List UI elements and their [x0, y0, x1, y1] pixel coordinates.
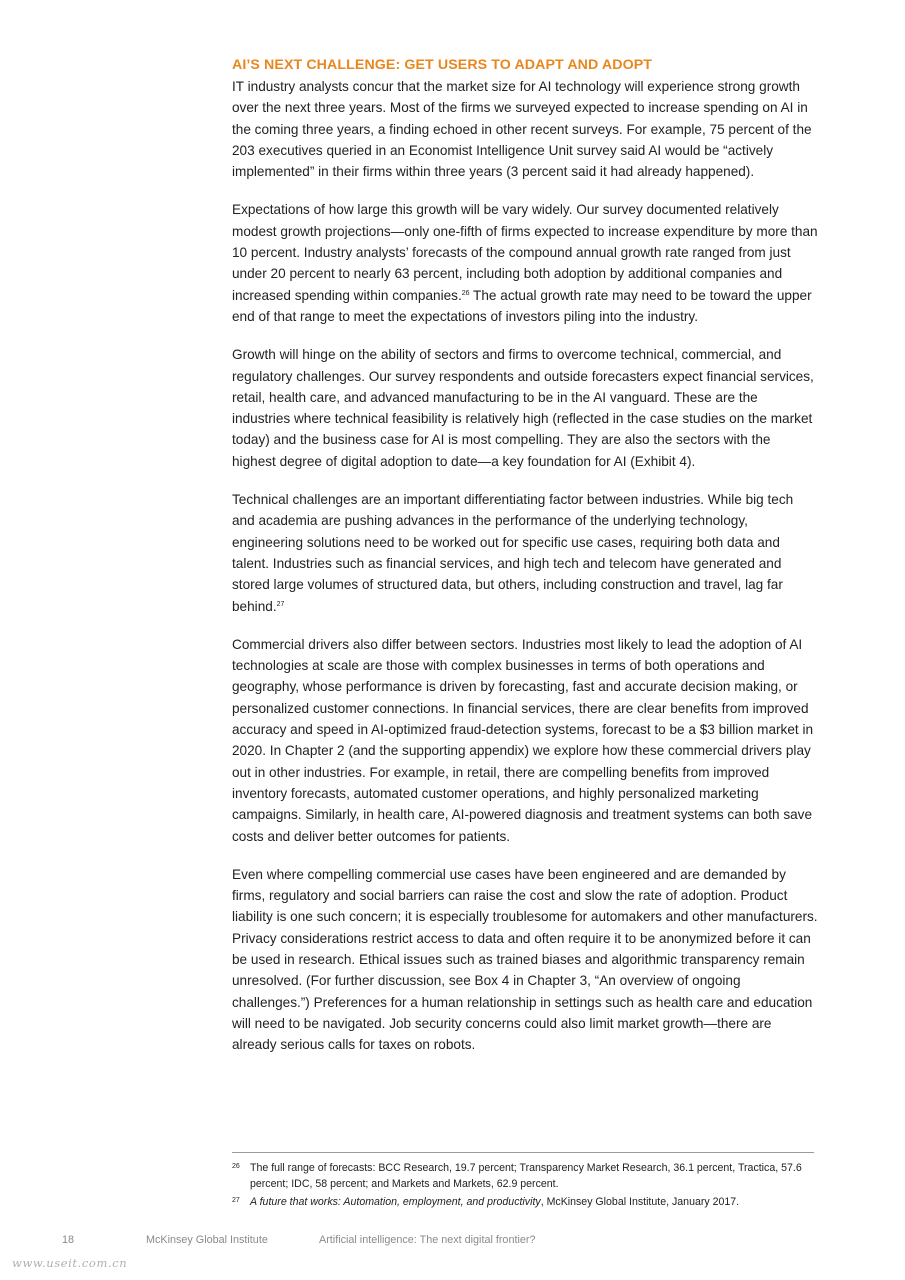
paragraph-text: Growth will hinge on the ability of sectors and firms to overcome technical, commercial, and regulatory challenges. Our survey respondents and outside forecasters expect financial services, retail, health care, and advanced manufacturing to be in the AI vanguard. These are the industries where technical feasibility is relatively high (reflected in the case studies on the market today) and the business case for AI is most compelling. They are also the sectors with the highest degree of digital adoption to date—a key foundation for AI (Exhibit 4).	[232, 347, 814, 469]
page-number: 18	[62, 1234, 75, 1246]
footer-report-title: Artificial intelligence: The next digital frontier?	[319, 1234, 536, 1246]
footnote-reference[interactable]: 27	[276, 600, 285, 608]
footnotes-section	[232, 1152, 814, 1214]
footer-organization: McKinsey Global Institute	[146, 1234, 268, 1246]
footnote-reference[interactable]: 26	[461, 289, 470, 297]
paragraph-text: Expectations of how large this growth will be vary widely. Our survey documented relatively modest growth projections—only one-fifth of firms expected to increase expenditure by more than 10 percent. Industry analysts’ forecasts of the compound annual growth rate ranged from just under 20 percent to nearly 63 percent, including both adoption by additional companies and increased spending within companies.	[232, 202, 818, 303]
paragraph-text: Even where compelling commercial use cases have been engineered and are demanded by firms, regulatory and social barriers can raise the cost and slow the rate of adoption. Product liability is one such concern; it is especially troublesome for automakers and other manufacturers. Privacy considerations restrict access to data and often require it to be anonymized before it can be used in research. Ethical issues such as trained biases and algorithmic transparency remain unresolved. (For further discussion, see Box 4 in Chapter 3, “An overview of ongoing challenges.”) Preferences for a human relationship in settings such as health care and education will need to be navigated. Job security concerns could also limit market growth—there are already serious calls for taxes on robots.	[232, 866, 818, 1053]
watermark: www.useit.com.cn	[12, 1256, 128, 1270]
paragraph-text: Technical challenges are an important differentiating factor between industries. While big tech and academia are pushing advances in the performance of the underlying technology, engineering solutions need to be worked out for specific use cases, requiring both data and talent. Industries such as financial services, and high tech and telecom have generated and stored large volumes of structured data, but others, including construction and travel, lag far behind.	[232, 492, 794, 614]
paragraph-text: IT industry analysts concur that the market size for AI technology will experience strong growth over the next three years. Most of the firms we surveyed expected to increase spending on AI in the coming three years, a finding echoed in other recent surveys. For example, 75 percent of the 203 executives queried in an Economist Intelligence Unit survey said AI would be “actively implemented” in their firms within three years (3 percent said it had already happened).	[232, 79, 812, 180]
section-heading: AI’S NEXT CHALLENGE: GET USERS TO ADAPT AND ADOPT	[232, 57, 653, 73]
footnote-citation-title: A future that works: Automation, employment, and productivity	[250, 1196, 541, 1208]
paragraph-regulatory-barriers	[232, 864, 818, 1056]
paragraph-growth-expectations	[232, 199, 818, 327]
paragraph-commercial-drivers	[232, 634, 818, 847]
paragraph-text: Commercial drivers also differ between sectors. Industries most likely to lead the adoption of AI technologies at scale are those with complex businesses in terms of both operations and geography, whose performance is driven by forecasting, fast and accurate decision making, or personalized customer connections. In financial services, there are clear benefits from improved accuracy and speed in AI-optimized fraud-detection systems, forecast to be a $3 billion market in 2020. In Chapter 2 (and the supporting appendix) we explore how these commercial drivers play out in other industries. For example, in retail, there are compelling benefits from improved inventory forecasts, automated customer operations, and highly personalized marketing campaigns. Similarly, in health care, AI-powered diagnosis and treatment systems can both save costs and deliver better outcomes for patients.	[232, 636, 814, 844]
main-content	[232, 55, 818, 1072]
paragraph-sector-challenges	[232, 344, 818, 472]
footnote-text: The full range of forecasts: BCC Research, 19.7 percent; Transparency Market Research, 36.1 percent, Tractica, 57.6 percent; IDC, 58 percent; and Markets and Markets, 62.9 percent.	[250, 1162, 802, 1190]
footnote-item	[232, 1161, 814, 1192]
paragraph-text: The actual growth rate may need to be toward the upper end of that range to meet the expectations of investors piling into the industry.	[232, 287, 812, 324]
paragraph-market-growth	[232, 76, 818, 182]
paragraph-technical-challenges	[232, 489, 818, 617]
footnote-item	[232, 1195, 814, 1211]
footnote-number: 26	[232, 1163, 240, 1170]
footnote-text: , McKinsey Global Institute, January 2017.	[540, 1196, 740, 1208]
footnote-number: 27	[232, 1197, 240, 1204]
